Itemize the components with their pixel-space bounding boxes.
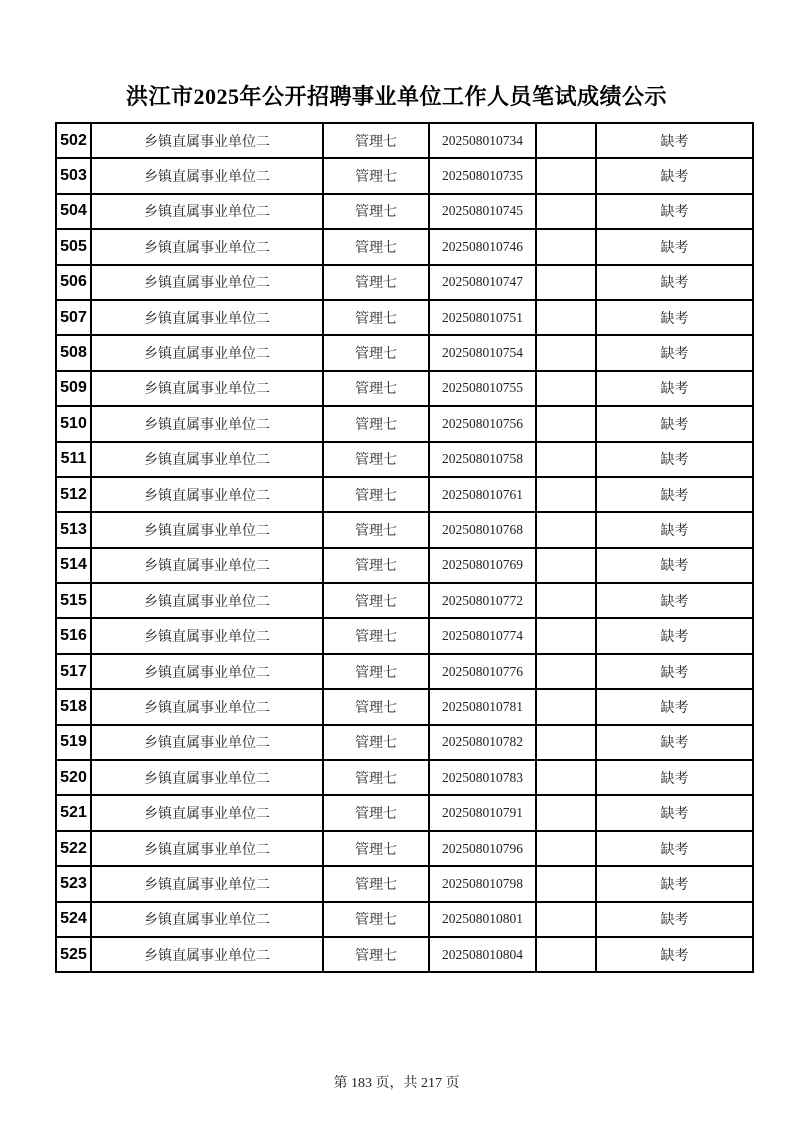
- status-cell: 缺考: [596, 866, 753, 901]
- table-row: [56, 831, 753, 866]
- exam-id-cell: 202508010791: [429, 795, 536, 830]
- exam-id-cell: 202508010796: [429, 831, 536, 866]
- score-cell: [536, 583, 596, 618]
- page-title: 洪江市2025年公开招聘事业单位工作人员笔试成绩公示: [125, 84, 667, 109]
- unit-cell: 乡镇直属事业单位二: [91, 300, 323, 335]
- exam-id-cell: 202508010783: [429, 760, 536, 795]
- unit-cell: 乡镇直属事业单位二: [91, 937, 323, 972]
- status-cell: 缺考: [596, 654, 753, 689]
- position-cell: 管理七: [323, 477, 429, 512]
- score-cell: [536, 194, 596, 229]
- score-cell: [536, 548, 596, 583]
- exam-id-cell: 202508010776: [429, 654, 536, 689]
- row-number-cell: 524: [56, 902, 91, 937]
- exam-id-cell: 202508010735: [429, 158, 536, 193]
- row-number-cell: 511: [56, 442, 91, 477]
- status-cell: 缺考: [596, 618, 753, 653]
- position-cell: 管理七: [323, 689, 429, 724]
- position-cell: 管理七: [323, 123, 429, 158]
- exam-id-cell: 202508010804: [429, 937, 536, 972]
- table-row: [56, 760, 753, 795]
- exam-id-cell: 202508010772: [429, 583, 536, 618]
- table-row: [56, 265, 753, 300]
- position-cell: 管理七: [323, 512, 429, 547]
- status-cell: 缺考: [596, 371, 753, 406]
- row-number-cell: 504: [56, 194, 91, 229]
- exam-id-cell: 202508010798: [429, 866, 536, 901]
- exam-id-cell: 202508010755: [429, 371, 536, 406]
- score-cell: [536, 689, 596, 724]
- position-cell: 管理七: [323, 937, 429, 972]
- score-cell: [536, 300, 596, 335]
- table-row: [56, 442, 753, 477]
- status-cell: 缺考: [596, 548, 753, 583]
- exam-id-cell: 202508010768: [429, 512, 536, 547]
- table-row: [56, 548, 753, 583]
- score-cell: [536, 158, 596, 193]
- exam-id-cell: 202508010761: [429, 477, 536, 512]
- table-row: [56, 795, 753, 830]
- status-cell: 缺考: [596, 583, 753, 618]
- unit-cell: 乡镇直属事业单位二: [91, 760, 323, 795]
- row-number-cell: 512: [56, 477, 91, 512]
- exam-id-cell: 202508010754: [429, 335, 536, 370]
- position-cell: 管理七: [323, 725, 429, 760]
- unit-cell: 乡镇直属事业单位二: [91, 831, 323, 866]
- unit-cell: 乡镇直属事业单位二: [91, 618, 323, 653]
- status-cell: 缺考: [596, 123, 753, 158]
- score-cell: [536, 760, 596, 795]
- status-cell: 缺考: [596, 760, 753, 795]
- row-number-cell: 502: [56, 123, 91, 158]
- position-cell: 管理七: [323, 548, 429, 583]
- score-cell: [536, 618, 596, 653]
- table-row: [56, 937, 753, 972]
- position-cell: 管理七: [323, 158, 429, 193]
- row-number-cell: 519: [56, 725, 91, 760]
- table-row: [56, 335, 753, 370]
- exam-id-cell: 202508010774: [429, 618, 536, 653]
- row-number-cell: 515: [56, 583, 91, 618]
- status-cell: 缺考: [596, 265, 753, 300]
- unit-cell: 乡镇直属事业单位二: [91, 123, 323, 158]
- table-row: [56, 300, 753, 335]
- position-cell: 管理七: [323, 194, 429, 229]
- unit-cell: 乡镇直属事业单位二: [91, 583, 323, 618]
- status-cell: 缺考: [596, 194, 753, 229]
- row-number-cell: 522: [56, 831, 91, 866]
- unit-cell: 乡镇直属事业单位二: [91, 902, 323, 937]
- exam-id-cell: 202508010747: [429, 265, 536, 300]
- position-cell: 管理七: [323, 265, 429, 300]
- score-cell: [536, 866, 596, 901]
- unit-cell: 乡镇直属事业单位二: [91, 689, 323, 724]
- row-number-cell: 514: [56, 548, 91, 583]
- table-row: [56, 654, 753, 689]
- score-cell: [536, 795, 596, 830]
- unit-cell: 乡镇直属事业单位二: [91, 654, 323, 689]
- exam-id-cell: 202508010751: [429, 300, 536, 335]
- exam-id-cell: 202508010745: [429, 194, 536, 229]
- position-cell: 管理七: [323, 229, 429, 264]
- row-number-cell: 509: [56, 371, 91, 406]
- table-row: [56, 618, 753, 653]
- position-cell: 管理七: [323, 442, 429, 477]
- unit-cell: 乡镇直属事业单位二: [91, 795, 323, 830]
- position-cell: 管理七: [323, 583, 429, 618]
- table-row: [56, 689, 753, 724]
- table-row: [56, 194, 753, 229]
- table-row: [56, 477, 753, 512]
- exam-id-cell: 202508010758: [429, 442, 536, 477]
- position-cell: 管理七: [323, 300, 429, 335]
- results-table-body: [56, 123, 753, 972]
- status-cell: 缺考: [596, 512, 753, 547]
- row-number-cell: 505: [56, 229, 91, 264]
- position-cell: 管理七: [323, 618, 429, 653]
- table-row: [56, 123, 753, 158]
- unit-cell: 乡镇直属事业单位二: [91, 512, 323, 547]
- score-cell: [536, 335, 596, 370]
- score-cell: [536, 477, 596, 512]
- status-cell: 缺考: [596, 477, 753, 512]
- row-number-cell: 503: [56, 158, 91, 193]
- table-row: [56, 725, 753, 760]
- score-cell: [536, 123, 596, 158]
- status-cell: 缺考: [596, 831, 753, 866]
- unit-cell: 乡镇直属事业单位二: [91, 548, 323, 583]
- exam-id-cell: 202508010746: [429, 229, 536, 264]
- status-cell: 缺考: [596, 158, 753, 193]
- status-cell: 缺考: [596, 442, 753, 477]
- status-cell: 缺考: [596, 795, 753, 830]
- score-cell: [536, 442, 596, 477]
- score-cell: [536, 265, 596, 300]
- table-row: [56, 406, 753, 441]
- status-cell: 缺考: [596, 902, 753, 937]
- table-row: [56, 866, 753, 901]
- position-cell: 管理七: [323, 795, 429, 830]
- table-row: [56, 512, 753, 547]
- unit-cell: 乡镇直属事业单位二: [91, 265, 323, 300]
- exam-id-cell: 202508010782: [429, 725, 536, 760]
- row-number-cell: 513: [56, 512, 91, 547]
- row-number-cell: 517: [56, 654, 91, 689]
- table-row: [56, 229, 753, 264]
- position-cell: 管理七: [323, 902, 429, 937]
- row-number-cell: 510: [56, 406, 91, 441]
- score-cell: [536, 371, 596, 406]
- row-number-cell: 518: [56, 689, 91, 724]
- score-cell: [536, 902, 596, 937]
- position-cell: 管理七: [323, 831, 429, 866]
- score-cell: [536, 654, 596, 689]
- score-cell: [536, 831, 596, 866]
- page-number-footer: 第 183 页，共 217 页: [333, 1076, 460, 1091]
- position-cell: 管理七: [323, 371, 429, 406]
- table-row: [56, 158, 753, 193]
- position-cell: 管理七: [323, 654, 429, 689]
- exam-id-cell: 202508010756: [429, 406, 536, 441]
- score-cell: [536, 725, 596, 760]
- row-number-cell: 523: [56, 866, 91, 901]
- exam-id-cell: 202508010781: [429, 689, 536, 724]
- unit-cell: 乡镇直属事业单位二: [91, 477, 323, 512]
- position-cell: 管理七: [323, 335, 429, 370]
- row-number-cell: 508: [56, 335, 91, 370]
- status-cell: 缺考: [596, 229, 753, 264]
- unit-cell: 乡镇直属事业单位二: [91, 866, 323, 901]
- score-cell: [536, 229, 596, 264]
- status-cell: 缺考: [596, 937, 753, 972]
- unit-cell: 乡镇直属事业单位二: [91, 406, 323, 441]
- exam-id-cell: 202508010734: [429, 123, 536, 158]
- table-row: [56, 902, 753, 937]
- position-cell: 管理七: [323, 760, 429, 795]
- unit-cell: 乡镇直属事业单位二: [91, 371, 323, 406]
- unit-cell: 乡镇直属事业单位二: [91, 194, 323, 229]
- exam-id-cell: 202508010801: [429, 902, 536, 937]
- status-cell: 缺考: [596, 689, 753, 724]
- position-cell: 管理七: [323, 406, 429, 441]
- row-number-cell: 516: [56, 618, 91, 653]
- row-number-cell: 521: [56, 795, 91, 830]
- status-cell: 缺考: [596, 725, 753, 760]
- unit-cell: 乡镇直属事业单位二: [91, 725, 323, 760]
- table-row: [56, 583, 753, 618]
- row-number-cell: 525: [56, 937, 91, 972]
- row-number-cell: 506: [56, 265, 91, 300]
- unit-cell: 乡镇直属事业单位二: [91, 229, 323, 264]
- score-cell: [536, 937, 596, 972]
- position-cell: 管理七: [323, 866, 429, 901]
- exam-id-cell: 202508010769: [429, 548, 536, 583]
- unit-cell: 乡镇直属事业单位二: [91, 158, 323, 193]
- score-cell: [536, 406, 596, 441]
- row-number-cell: 507: [56, 300, 91, 335]
- row-number-cell: 520: [56, 760, 91, 795]
- score-cell: [536, 512, 596, 547]
- results-table: [55, 122, 754, 973]
- status-cell: 缺考: [596, 406, 753, 441]
- status-cell: 缺考: [596, 300, 753, 335]
- unit-cell: 乡镇直属事业单位二: [91, 442, 323, 477]
- status-cell: 缺考: [596, 335, 753, 370]
- table-row: [56, 371, 753, 406]
- unit-cell: 乡镇直属事业单位二: [91, 335, 323, 370]
